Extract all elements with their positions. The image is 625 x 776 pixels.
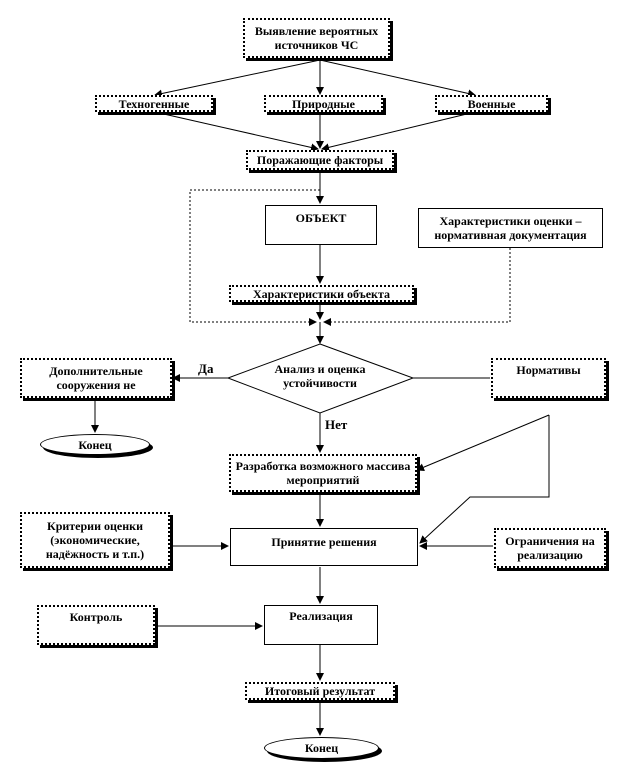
extra-structures-label: Дополнительные сооружения не — [49, 364, 143, 392]
military-box — [435, 95, 548, 112]
natural-box — [264, 95, 383, 112]
end-oval-1 — [40, 434, 150, 455]
object-chars-label: Характеристики объекта — [252, 286, 390, 301]
identify-sources-box — [243, 18, 390, 58]
criteria-label: Критерии оценки (экономические, надёжность и т.п.) — [45, 519, 145, 561]
develop-measures-label: Разработка возможного массива мероприятий — [235, 459, 411, 487]
damaging-factors-label: Поражающие факторы — [256, 153, 384, 167]
evaluation-docs-box — [418, 208, 603, 248]
arrow-military-to-damaging — [322, 112, 475, 149]
object-box — [265, 205, 377, 245]
object-chars-box — [229, 285, 414, 302]
extra-structures-box — [20, 358, 172, 398]
control-box — [37, 605, 155, 645]
analysis-label: Анализ и оценка устойчивости — [274, 362, 366, 390]
norms-label: Нормативы — [516, 363, 581, 377]
arrow-norms-to-decision — [420, 415, 549, 543]
norms-box — [491, 358, 606, 398]
identify-sources-label: Выявление вероятных источников ЧС — [254, 24, 379, 52]
end-label-2: Конец — [304, 741, 339, 755]
evaluation-docs-label: Характеристики оценки – нормативная документация — [434, 214, 587, 242]
analysis-text — [260, 362, 380, 390]
control-label: Контроль — [69, 610, 123, 624]
limits-label: Ограничения на реализацию — [505, 534, 595, 562]
decision-label: Принятие решения — [271, 535, 377, 549]
criteria-box — [20, 512, 170, 568]
no-label: Нет — [325, 417, 348, 432]
final-result-label: Итоговый результат — [264, 684, 376, 698]
arrow-to-technogenic — [155, 60, 320, 95]
limits-box — [494, 528, 606, 568]
object-label: ОБЪЕКТ — [295, 211, 347, 225]
final-result-box — [245, 682, 395, 700]
natural-label: Природные — [292, 96, 355, 111]
technogenic-box — [95, 95, 213, 112]
develop-measures-box — [229, 454, 417, 492]
arrow-technogenic-to-damaging — [155, 112, 318, 149]
yes-label: Да — [198, 361, 214, 376]
implementation-label: Реализация — [289, 609, 353, 623]
military-label: Военные — [467, 96, 516, 111]
decision-box — [230, 528, 418, 566]
technogenic-label: Техногенные — [118, 96, 190, 111]
end-label-1: Конец — [78, 437, 112, 452]
arrow-to-military — [320, 60, 475, 95]
damaging-factors-box — [246, 150, 394, 170]
implementation-box — [264, 605, 378, 645]
arrow-norms-to-develop — [417, 415, 549, 470]
end-oval-2 — [264, 737, 379, 759]
